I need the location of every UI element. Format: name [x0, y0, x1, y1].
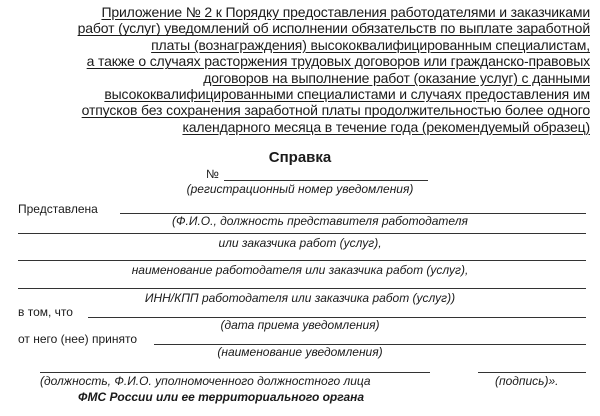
official-field[interactable] — [40, 372, 430, 373]
header-line-3: платы (вознаграждения) высококвалифицированным специалистам, — [151, 36, 590, 53]
header-line-4: а также о случаях расторжения трудовых договоров или гражданско-правовых — [86, 53, 590, 70]
number-caption: (регистрационный номер уведомления) — [186, 182, 414, 196]
signature-field[interactable] — [478, 372, 586, 373]
form-title: Справка — [268, 149, 332, 166]
header-line-2: работ (услуг) уведомлений об исполнении обязательств по выплате заработной — [77, 20, 590, 37]
presented-label: Представлена — [18, 202, 98, 216]
presented-caption-1: (Ф.И.О., должность представителя работодателя — [172, 214, 468, 228]
accepted-label: от него (нее) принято — [18, 332, 137, 346]
presented-field-2[interactable] — [18, 233, 586, 234]
appendix-header — [30, 4, 590, 135]
accepted-caption: (наименование уведомления) — [217, 345, 383, 359]
presented-caption-3: наименование работодателя или заказчика работ (услуг), — [131, 263, 469, 277]
that-label: в том, что — [18, 305, 73, 319]
presented-caption-2: или заказчика работ (услуг), — [218, 236, 382, 250]
presented-caption-4: ИНН/КПП работодателя или заказчика работ (услуг)) — [144, 291, 456, 305]
header-line-7: отпусков без сохранения заработной платы продолжительностью более одного — [81, 102, 590, 119]
that-caption: (дата приема уведомления) — [220, 318, 380, 332]
header-line-5: договоров на выполнение работ (оказание услуг) с данными — [203, 69, 590, 86]
number-field[interactable] — [224, 180, 428, 181]
presented-field-4[interactable] — [18, 288, 586, 289]
official-caption-1: (должность, Ф.И.О. уполномоченного должностного лица — [40, 374, 371, 388]
number-label: № — [206, 167, 219, 181]
official-caption-2: ФМС России или ее территориального органа — [78, 390, 365, 404]
presented-field-3[interactable] — [18, 260, 586, 261]
header-line-6: высококвалифицированными специалистами и случаях предоставления им — [104, 86, 590, 103]
signature-caption: (подпись)». — [495, 374, 559, 388]
header-line-8: календарного месяца в течение года (рекомендуемый образец) — [182, 118, 590, 135]
header-line-1: Приложение № 2 к Порядку предоставления работодателями и заказчиками — [101, 4, 590, 20]
